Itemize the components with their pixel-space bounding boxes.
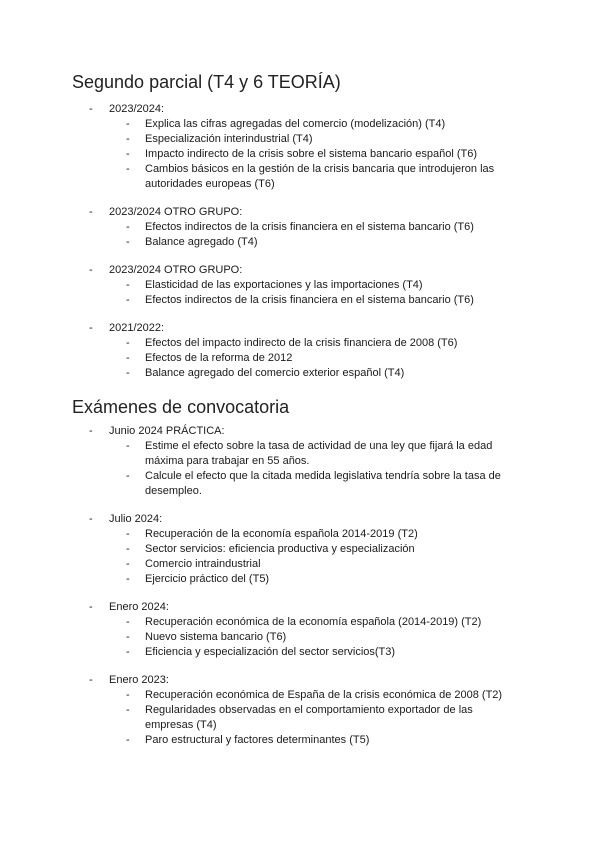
item-text: Efectos indirectos de la crisis financiera en el sistema bancario (T6) — [145, 221, 474, 233]
group-label: 2023/2024 OTRO GRUPO: — [109, 206, 243, 218]
bullet-dash: - — [89, 103, 93, 115]
list-item — [126, 162, 505, 192]
list-item — [126, 645, 505, 660]
list-item — [126, 278, 505, 293]
list-item — [126, 235, 505, 250]
list-item — [126, 293, 505, 308]
item-list — [109, 688, 600, 748]
item-text: Recuperación económica de la economía española (2014-2019) (T2) — [145, 616, 482, 628]
group-item — [0, 263, 600, 308]
item-text: Nuevo sistema bancario (T6) — [145, 631, 287, 643]
bullet-dash: - — [126, 704, 130, 716]
list-item — [126, 220, 505, 235]
bullet-dash: - — [126, 163, 130, 175]
bullet-dash: - — [126, 646, 130, 658]
item-text: Efectos indirectos de la crisis financiera en el sistema bancario (T6) — [145, 294, 474, 306]
bullet-dash: - — [126, 543, 130, 555]
item-list — [109, 527, 600, 587]
bullet-dash: - — [126, 734, 130, 746]
bullet-dash: - — [89, 206, 93, 218]
group-label: Julio 2024: — [109, 513, 163, 525]
group-label: 2021/2022: — [109, 322, 165, 334]
bullet-dash: - — [126, 528, 130, 540]
bullet-dash: - — [126, 118, 130, 130]
item-text: Balance agregado (T4) — [145, 236, 258, 248]
list-item — [126, 703, 505, 733]
bullet-dash: - — [126, 689, 130, 701]
bullet-dash: - — [126, 558, 130, 570]
bullet-dash: - — [126, 470, 130, 482]
list-item — [126, 132, 505, 147]
bullet-dash: - — [126, 616, 130, 628]
list-item — [126, 572, 505, 587]
item-text: Regularidades observadas en el comportamiento exportador de las empresas (T4) — [145, 704, 473, 731]
bullet-dash: - — [89, 513, 93, 525]
bullet-dash: - — [89, 674, 93, 686]
bullet-dash: - — [89, 322, 93, 334]
bullet-dash: - — [126, 352, 130, 364]
list-item — [126, 527, 505, 542]
bullet-dash: - — [126, 440, 130, 452]
group-label: Enero 2024: — [109, 601, 169, 613]
bullet-dash: - — [126, 367, 130, 379]
item-text: Especialización interindustrial (T4) — [145, 133, 313, 145]
item-text: Efectos de la reforma de 2012 — [145, 352, 293, 364]
item-list — [109, 117, 600, 192]
group-item — [0, 600, 600, 660]
bullet-dash: - — [126, 337, 130, 349]
bullet-dash: - — [126, 294, 130, 306]
bullet-dash: - — [126, 279, 130, 291]
item-list — [109, 439, 600, 499]
group-label: Enero 2023: — [109, 674, 169, 686]
list-item — [126, 469, 505, 499]
item-list — [109, 278, 600, 308]
item-list — [109, 336, 600, 381]
item-text: Estime el efecto sobre la tasa de actividad de una ley que fijará la edad máxima para trabajar en 55 años. — [145, 440, 493, 467]
group-item — [0, 205, 600, 250]
bullet-dash: - — [89, 264, 93, 276]
group-item — [0, 512, 600, 587]
item-text: Recuperación económica de España de la crisis económica de 2008 (T2) — [145, 689, 503, 701]
group-label: 2023/2024: — [109, 103, 165, 115]
item-text: Impacto indirecto de la crisis sobre el sistema bancario español (T6) — [145, 148, 477, 160]
list-item — [126, 557, 505, 572]
item-text: Calcule el efecto que la citada medida legislativa tendría sobre la tasa de desempleo. — [145, 470, 501, 497]
list-item — [126, 351, 505, 366]
group-list — [0, 102, 600, 381]
item-list — [109, 615, 600, 660]
item-text: Elasticidad de las exportaciones y las importaciones (T4) — [145, 279, 423, 291]
bullet-dash: - — [89, 601, 93, 613]
list-item — [126, 147, 505, 162]
bullet-dash: - — [126, 631, 130, 643]
bullet-dash: - — [126, 133, 130, 145]
item-text: Cambios básicos en la gestión de la crisis bancaria que introdujeron las autoridades europeas (T6) — [145, 163, 495, 190]
section-title-segundo-parcial: Segundo parcial (T4 y 6 TEORÍA) — [72, 72, 341, 92]
item-text: Efectos del impacto indirecto de la crisis financiera de 2008 (T6) — [145, 337, 458, 349]
item-text: Recuperación de la economía española 2014-2019 (T2) — [145, 528, 418, 540]
bullet-dash: - — [126, 236, 130, 248]
item-text: Comercio intraindustrial — [145, 558, 261, 570]
group-item — [0, 424, 600, 499]
list-item — [126, 630, 505, 645]
bullet-dash: - — [89, 425, 93, 437]
list-item — [126, 336, 505, 351]
item-text: Explica las cifras agregadas del comercio (modelización) (T4) — [145, 118, 446, 130]
group-item — [0, 321, 600, 381]
list-item — [126, 688, 505, 703]
list-item — [126, 733, 505, 748]
group-item — [0, 673, 600, 748]
item-text: Balance agregado del comercio exterior español (T4) — [145, 367, 405, 379]
bullet-dash: - — [126, 221, 130, 233]
item-list — [109, 220, 600, 250]
list-item — [126, 366, 505, 381]
item-text: Ejercicio práctico del (T5) — [145, 573, 270, 585]
bullet-dash: - — [126, 573, 130, 585]
group-label: 2023/2024 OTRO GRUPO: — [109, 264, 243, 276]
bullet-dash: - — [126, 148, 130, 160]
item-text: Paro estructural y factores determinantes (T5) — [145, 734, 370, 746]
list-item — [126, 542, 505, 557]
item-text: Eficiencia y especialización del sector servicios(T3) — [145, 646, 396, 658]
item-text: Sector servicios: eficiencia productiva y especialización — [145, 543, 415, 555]
list-item — [126, 439, 505, 469]
group-label: Junio 2024 PRÁCTICA: — [109, 425, 225, 437]
group-item — [0, 102, 600, 192]
group-list — [0, 424, 600, 748]
list-item — [126, 117, 505, 132]
list-item — [126, 615, 505, 630]
section-title-examenes-convocatoria: Exámenes de convocatoria — [72, 397, 290, 417]
